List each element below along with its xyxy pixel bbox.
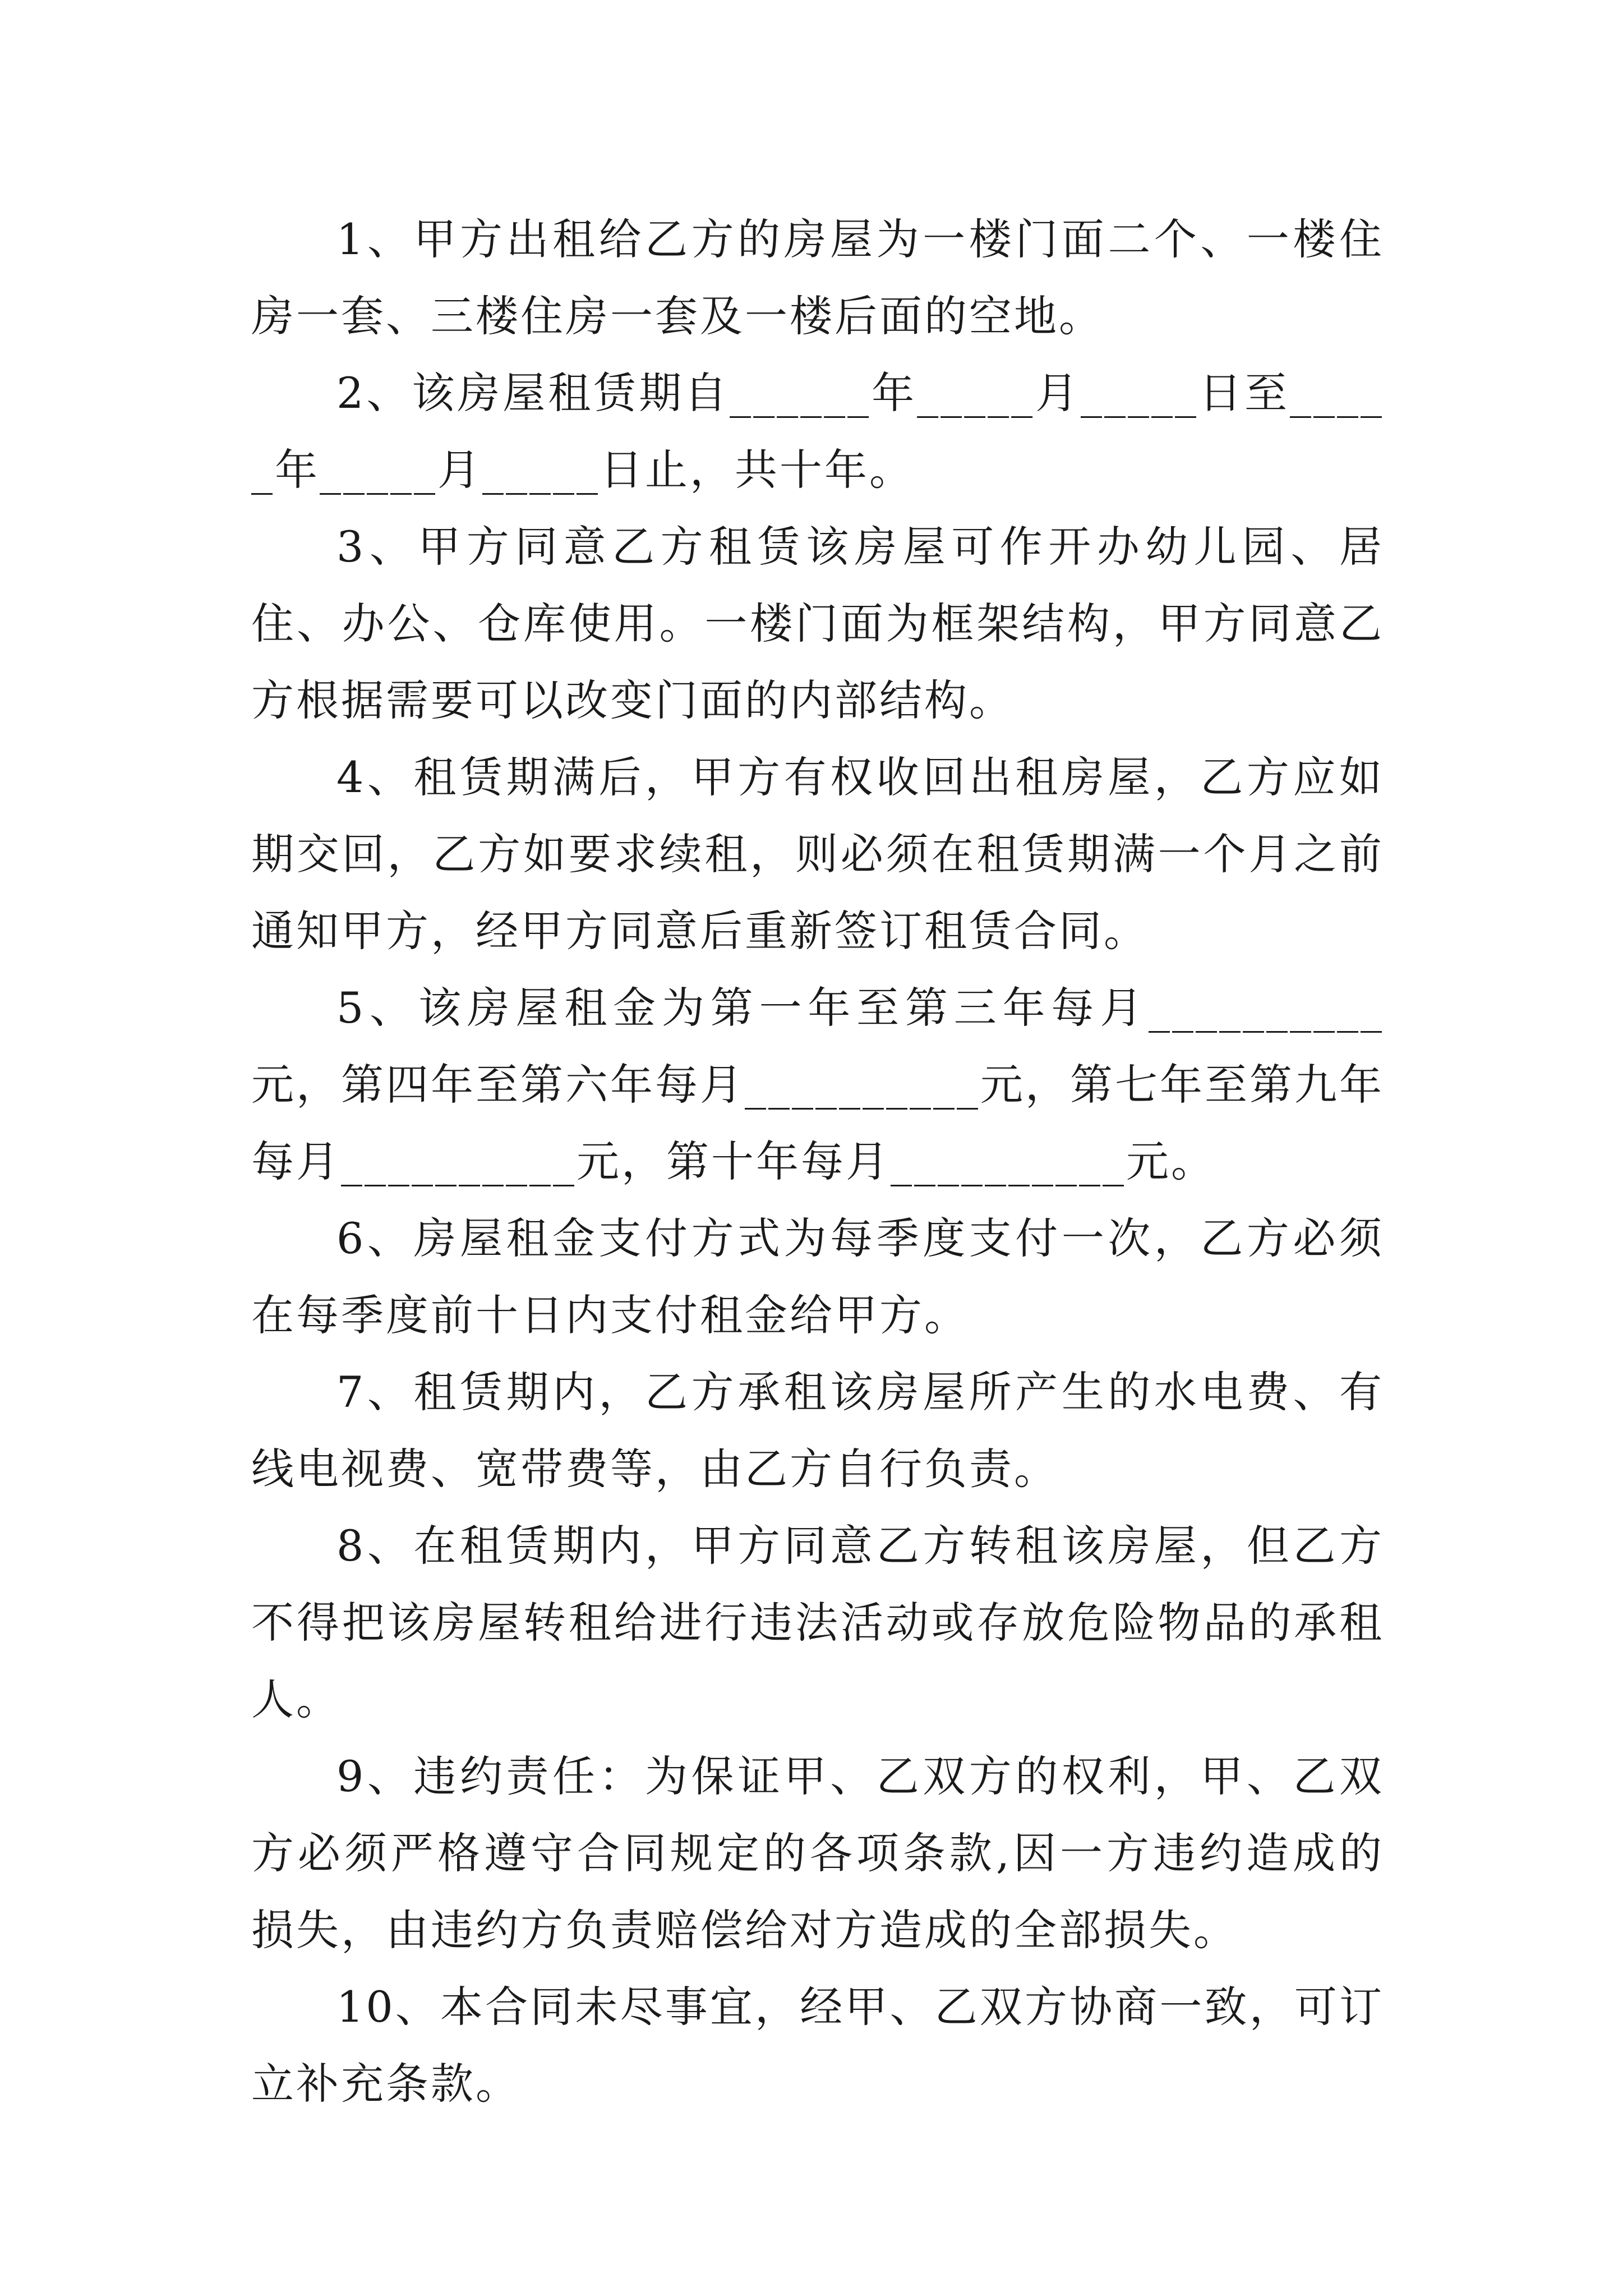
clause-10: 10、本合同未尽事宜，经甲、乙双方协商一致，可订立补充条款。 [251, 1982, 1384, 2109]
clause-7: 7、租赁期内，乙方承租该房屋所产生的水电费、有线电视费、宽带费等，由乙方自行负责。 [251, 1367, 1384, 1494]
contract-body [251, 201, 1384, 2122]
clause-9: 9、违约责任：为保证甲、乙双方的权利，甲、乙双方必须严格遵守合同规定的各项条款,因一方违约造成的损失，由违约方负责赔偿给对方造成的全部损失。 [251, 1751, 1384, 1955]
clause-3: 3、甲方同意乙方租赁该房屋可作开办幼儿园、居住、办公、仓库使用。一楼门面为框架结构，甲方同意乙方根据需要可以改变门面的内部结构。 [251, 522, 1384, 725]
clause-8: 8、在租赁期内，甲方同意乙方转租该房屋，但乙方不得把该房屋转租给进行违法活动或存放危险物品的承租人。 [251, 1521, 1384, 1724]
clause-1: 1、甲方出租给乙方的房屋为一楼门面二个、一楼住房一套、三楼住房一套及一楼后面的空地。 [251, 214, 1384, 341]
clause-4: 4、租赁期满后，甲方有权收回出租房屋，乙方应如期交回，乙方如要求续租，则必须在租赁期满一个月之前通知甲方，经甲方同意后重新签订租赁合同。 [251, 752, 1384, 956]
clause-2: 2、该房屋租赁期自______年_____月_____日至_____年_____月_____日止，共十年。 [251, 368, 1384, 495]
clause-6: 6、房屋租金支付方式为每季度支付一次，乙方必须在每季度前十日内支付租金给甲方。 [251, 1213, 1384, 1340]
clause-5: 5、该房屋租金为第一年至第三年每月__________元，第四年至第六年每月__________元，第七年至第九年每月__________元，第十年每月__________元。 [251, 983, 1384, 1186]
